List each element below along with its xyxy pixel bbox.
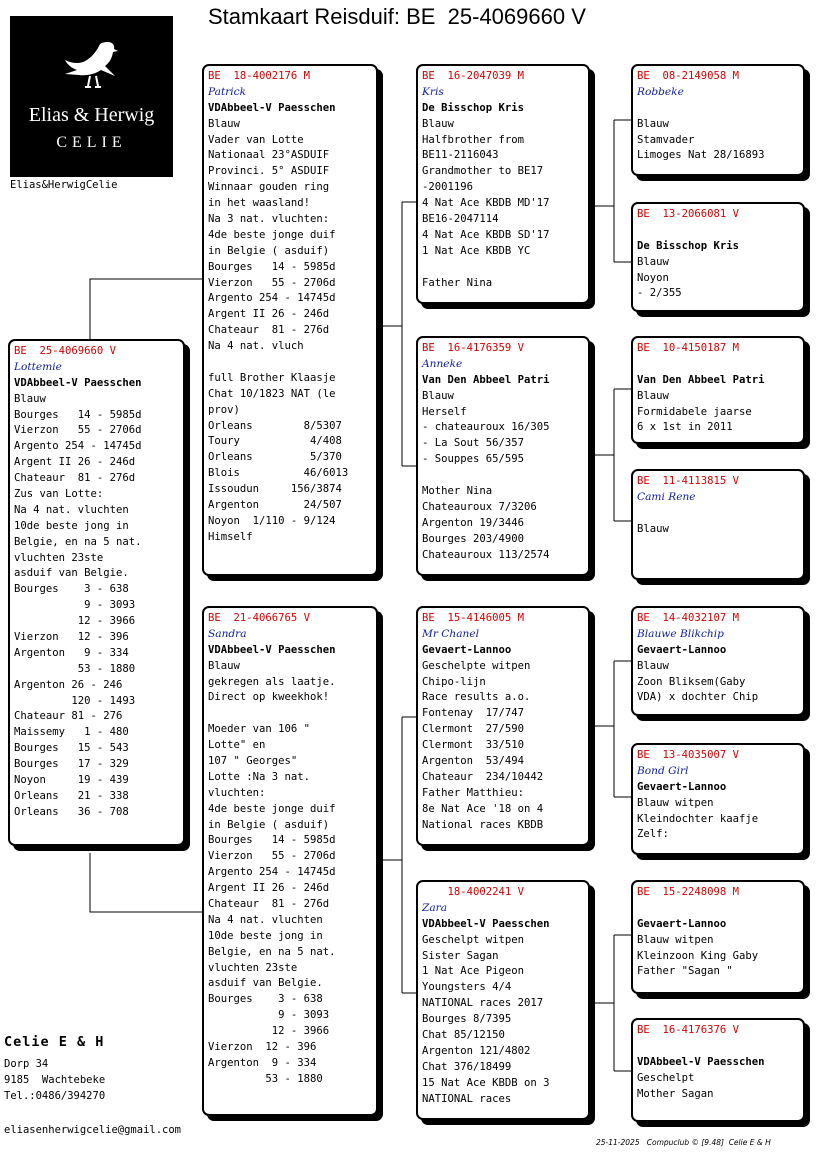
ring-number: 18-4002241 V xyxy=(422,886,525,898)
info-line: Blauw xyxy=(637,117,669,130)
info-line: Halfbrother from xyxy=(422,133,525,146)
info-line: Zus van Lotte: xyxy=(14,488,104,501)
info-line xyxy=(637,506,800,522)
link-ff-greats xyxy=(592,120,633,262)
info-line: Vierzon 12 - 396 xyxy=(14,631,129,644)
info-line: -2001196 xyxy=(422,181,474,194)
info-line: 53 - 1880 xyxy=(14,662,136,675)
info-line: Argento 254 - 14745d xyxy=(14,440,142,453)
info-line: Chat 85/12150 xyxy=(422,1029,505,1042)
ring-number: BE 15-4146005 M xyxy=(422,612,525,624)
info-line: Orleans 21 - 338 xyxy=(14,789,129,802)
info-line: Blauw xyxy=(637,389,669,402)
info-line: in het waasland! xyxy=(208,197,311,210)
info-line: Chateaur 81 - 276 xyxy=(14,710,123,723)
ring-number: BE 16-4176376 V xyxy=(637,1024,740,1036)
info-line: Maissemy 1 - 480 xyxy=(14,726,129,739)
breeder-name: Gevaert-Lannoo xyxy=(637,780,727,793)
info-line: Blauw xyxy=(637,659,669,672)
pigeon-card-father-mother[interactable] xyxy=(416,336,590,576)
info-line: Blauw xyxy=(637,255,669,268)
pigeon-card-mm-father[interactable] xyxy=(631,880,805,994)
info-line: Herself xyxy=(422,405,467,418)
pigeon-name: Kris xyxy=(422,85,444,98)
info-line: Vierzon 55 - 2706d xyxy=(14,424,142,437)
info-line: Father "Sagan " xyxy=(637,965,733,978)
info-line: Belgie, en na 5 nat. xyxy=(208,945,336,958)
logo-caption: Elias&HerwigCelie xyxy=(10,179,118,191)
link-mm-greats xyxy=(592,935,633,1071)
info-line: Bourges 8/7395 xyxy=(422,1013,512,1026)
pigeon-card-mf-mother[interactable] xyxy=(631,743,805,855)
info-line: BE11-2116043 xyxy=(422,149,499,162)
ring-number: BE 18-4002176 M xyxy=(208,70,311,82)
ring-number: BE 16-2047039 M xyxy=(422,70,525,82)
info-line: Chat 10/1823 NAT (le xyxy=(208,387,336,400)
info-line: Vader van Lotte xyxy=(208,133,304,146)
info-line: Zoon Bliksem(Gaby xyxy=(637,675,746,688)
pigeon-name: Mr Chanel xyxy=(422,627,480,640)
info-line: Bourges 14 - 5985d xyxy=(208,260,336,273)
info-line: Argenton 19/3446 xyxy=(422,516,525,529)
info-line: 12 - 3966 xyxy=(208,1025,330,1038)
ring-number: BE 08-2149058 M xyxy=(637,70,740,82)
pigeon-card-fm-father[interactable] xyxy=(631,336,805,444)
pigeon-name: Zara xyxy=(422,901,448,914)
pigeon-name: Lottemie xyxy=(14,360,62,373)
info-line: Argento 254 - 14745d xyxy=(208,866,336,879)
page-title: Stamkaart Reisduif: BE 25-4069660 V xyxy=(208,4,586,29)
pigeon-card-father-father[interactable] xyxy=(416,64,590,304)
breeder-name: VDAbbeel-V Paesschen xyxy=(14,376,142,389)
breeder-name: Gevaert-Lannoo xyxy=(422,643,512,656)
info-line: 10de beste jong in xyxy=(14,519,129,532)
owner-block xyxy=(4,1034,105,1104)
info-line: 8e Nat Ace '18 on 4 xyxy=(422,802,544,815)
info-line: Grandmother to BE17 xyxy=(422,165,544,178)
breeder-name: VDAbbeel-V Paesschen xyxy=(637,1055,765,1068)
link-fm-greats xyxy=(592,389,633,521)
breeder-name: VDAbbeel-V Paesschen xyxy=(208,643,336,656)
info-line: Bourges 3 - 638 xyxy=(14,583,129,596)
info-line: Geschelpt xyxy=(637,1071,695,1084)
info-line: Youngsters 4/4 xyxy=(422,981,512,994)
breeder-name: Gevaert-Lannoo xyxy=(637,917,727,930)
info-line: Blauw xyxy=(637,522,669,535)
info-line: Winnaar gouden ring xyxy=(208,181,330,194)
owner-address-street: Dorp 34 xyxy=(4,1058,49,1070)
link-mf-greats xyxy=(592,661,633,797)
info-line: Blauw witpen xyxy=(637,796,714,809)
info-line: Noyon 1/110 - 9/124 xyxy=(208,514,336,527)
info-line: Sister Sagan xyxy=(422,949,499,962)
info-line: Chateaur 81 - 276d xyxy=(208,898,330,911)
breeder-name: De Bisschop Kris xyxy=(637,239,740,252)
info-line: Kleinzoon King Gaby xyxy=(637,949,759,962)
info-line: vluchten: xyxy=(208,786,266,799)
info-line: Chateaur 81 - 276d xyxy=(14,472,136,485)
info-line: Lotte" en xyxy=(208,739,266,752)
info-line: Zelf: xyxy=(637,828,669,841)
info-line: Na 4 nat. vluchten xyxy=(208,913,323,926)
pigeon-card-mother-father[interactable] xyxy=(416,606,590,846)
info-line: Mother Nina xyxy=(422,485,493,498)
info-line: gekregen als laatje. xyxy=(208,675,336,688)
breeder-name: VDAbbeel-V Paesschen xyxy=(422,917,550,930)
info-line: Blois 46/6013 xyxy=(208,467,349,480)
pigeon-name xyxy=(637,901,800,917)
info-line: Blauw xyxy=(208,659,240,672)
info-line: VDA) x dochter Chip xyxy=(637,691,759,704)
ring-number: BE 14-4032107 M xyxy=(637,612,740,624)
breeder-name: Van Den Abbeel Patri xyxy=(637,373,765,386)
info-line: Himself xyxy=(208,530,253,543)
info-line: Blauw witpen xyxy=(637,933,714,946)
info-line: Toury 4/408 xyxy=(208,435,342,448)
info-line: Clermont 27/590 xyxy=(422,723,525,736)
info-line: 53 - 1880 xyxy=(208,1072,323,1085)
info-line: Bourges 14 - 5985d xyxy=(208,834,336,847)
info-line: Argent II 26 - 246d xyxy=(14,456,136,469)
ring-number: BE 21-4066765 V xyxy=(208,612,311,624)
info-line: National races KBDB xyxy=(422,818,544,831)
pigeon-name: Anneke xyxy=(422,357,463,370)
info-line: Direct op kweekhok! xyxy=(208,691,330,704)
info-line: BE16-2047114 xyxy=(422,213,499,226)
info-line: 120 - 1493 xyxy=(14,694,136,707)
info-line: NATIONAL races xyxy=(422,1092,512,1105)
info-line: Vierzon 12 - 396 xyxy=(208,1041,317,1054)
info-line xyxy=(637,101,800,117)
pigeon-card-fm-mother[interactable] xyxy=(631,469,805,580)
info-line: - 2/355 xyxy=(637,287,682,300)
info-line: Mother Sagan xyxy=(637,1087,714,1100)
info-line: Na 3 nat. vluchten: xyxy=(208,213,330,226)
info-line: Orleans 5/370 xyxy=(208,451,342,464)
info-line: Blauw xyxy=(422,389,454,402)
owner-name: Celie E & H xyxy=(4,1034,105,1050)
info-line: Race results a.o. xyxy=(422,691,531,704)
breeder-name: De Bisschop Kris xyxy=(422,101,525,114)
ring-number: BE 16-4176359 V xyxy=(422,342,525,354)
info-line: 6 x 1st in 2011 xyxy=(637,421,733,434)
info-line: vluchten 23ste xyxy=(14,551,104,564)
info-line: Blauw xyxy=(208,117,240,130)
info-line: Issoudun 156/3874 xyxy=(208,483,342,496)
pigeon-name: Robbeke xyxy=(637,85,684,98)
pigeon-card-ff-father[interactable] xyxy=(631,64,805,176)
info-line: Argent II 26 - 246d xyxy=(208,882,330,895)
info-line xyxy=(208,355,373,371)
info-line: Kleindochter kaafje xyxy=(637,812,759,825)
info-line: Father Matthieu: xyxy=(422,786,525,799)
info-line xyxy=(422,468,585,484)
info-line: 1 Nat Ace KBDB YC xyxy=(422,244,531,257)
info-line: - La Sout 56/357 xyxy=(422,437,525,450)
pigeon-card-father[interactable] xyxy=(202,64,378,576)
breeder-name: Gevaert-Lannoo xyxy=(637,643,727,656)
info-line: 15 Nat Ace KBDB on 3 xyxy=(422,1076,550,1089)
info-line: 4de beste jonge duif xyxy=(208,228,336,241)
ring-number: BE 13-4035007 V xyxy=(637,749,740,761)
info-line: Chateaur 81 - 276d xyxy=(208,324,330,337)
ring-number: BE 25-4069660 V xyxy=(14,345,117,357)
info-line: in Belgie ( asduif) xyxy=(208,244,330,257)
info-line: NATIONAL races 2017 xyxy=(422,997,544,1010)
info-line: Blauw xyxy=(14,392,46,405)
logo-brand: Elias & Herwig xyxy=(28,104,155,126)
pigeon-name xyxy=(637,223,800,239)
info-line: Moeder van 106 " xyxy=(208,723,311,736)
ring-number: BE 15-2248098 M xyxy=(637,886,740,898)
info-line xyxy=(422,260,585,276)
info-line: Provinci. 5° ASDUIF xyxy=(208,165,330,178)
info-line: Father Nina xyxy=(422,276,493,289)
info-line: Chipo-lijn xyxy=(422,675,486,688)
info-line: Bourges 14 - 5985d xyxy=(14,408,142,421)
info-line: Argent II 26 - 246d xyxy=(208,308,330,321)
info-line: 4 Nat Ace KBDB SD'17 xyxy=(422,228,550,241)
info-line: 1 Nat Ace Pigeon xyxy=(422,965,525,978)
info-line: Vierzon 55 - 2706d xyxy=(208,276,336,289)
pigeon-card-mf-father[interactable] xyxy=(631,606,805,716)
info-line: - chateauroux 16/305 xyxy=(422,421,550,434)
info-line: Chateauroux 113/2574 xyxy=(422,548,550,561)
info-line: in Belgie ( asduif) xyxy=(208,818,330,831)
info-line: Noyon 19 - 439 xyxy=(14,774,129,787)
pigeon-name: Blauwe Blikchip xyxy=(637,627,724,640)
info-line: Orleans 36 - 708 xyxy=(14,805,129,818)
info-line: Argenton 53/494 xyxy=(422,755,525,768)
info-line: Limoges Nat 28/16893 xyxy=(637,149,765,162)
info-line: Noyon xyxy=(637,271,669,284)
info-line: Na 4 nat. vluchten xyxy=(14,503,129,516)
info-line: Chateaur 234/10442 xyxy=(422,770,544,783)
info-line xyxy=(208,706,373,722)
info-line: 9 - 3093 xyxy=(208,1009,330,1022)
info-line: asduif van Belgie. xyxy=(208,977,323,990)
info-line: Geschelpt witpen xyxy=(422,933,525,946)
pigeon-name: Bond Girl xyxy=(637,764,689,777)
info-line: 107 " Georges" xyxy=(208,755,298,768)
link-father-grandparents xyxy=(380,202,418,466)
info-line: Argenton 9 - 334 xyxy=(208,1056,317,1069)
info-line: Nationaal 23°ASDUIF xyxy=(208,149,330,162)
breeder-name: Van Den Abbeel Patri xyxy=(422,373,550,386)
info-line: 4de beste jonge duif xyxy=(208,802,336,815)
ring-number: BE 11-4113815 V xyxy=(637,475,740,487)
info-line: asduif van Belgie. xyxy=(14,567,129,580)
owner-address-city: 9185 Wachtebeke xyxy=(4,1074,106,1086)
info-line: Formidabele jaarse xyxy=(637,405,752,418)
info-line: Argento 254 - 14745d xyxy=(208,292,336,305)
owner-phone: Tel.:0486/394270 xyxy=(4,1090,106,1102)
breeder-name: VDAbbeel-V Paesschen xyxy=(208,101,336,114)
info-line: Argenton 9 - 334 xyxy=(14,646,129,659)
logo-city: CELIE xyxy=(56,134,127,151)
info-line: Clermont 33/510 xyxy=(422,739,525,752)
pigeon-card-mm-mother[interactable] xyxy=(631,1018,805,1122)
owner-email[interactable]: eliasenherwigcelie@gmail.com xyxy=(4,1124,182,1136)
ring-number: BE 10-4150187 M xyxy=(637,342,740,354)
pigeon-name xyxy=(637,1039,800,1055)
info-line: Bourges 203/4900 xyxy=(422,532,525,545)
pigeon-name: Patrick xyxy=(208,85,247,98)
info-line: - Souppes 65/595 xyxy=(422,453,525,466)
info-line: full Brother Klaasje xyxy=(208,371,336,384)
info-line: prov) xyxy=(208,403,240,416)
info-line: Bourges 15 - 543 xyxy=(14,742,129,755)
pigeon-card-mother[interactable] xyxy=(202,606,378,1116)
pigeon-card-subject[interactable] xyxy=(8,339,185,846)
pigeon-name: Cami Rene xyxy=(637,490,696,503)
info-line: Vierzon 55 - 2706d xyxy=(208,850,336,863)
link-mother-grandparents xyxy=(380,717,418,993)
info-line: Geschelpte witpen xyxy=(422,659,531,672)
info-line: Argenton 24/507 xyxy=(208,499,342,512)
pigeon-name: Sandra xyxy=(208,627,247,640)
info-line: 4 Nat Ace KBDB MD'17 xyxy=(422,197,550,210)
info-line: Argenton 26 - 246 xyxy=(14,678,123,691)
info-line: Chateauroux 7/3206 xyxy=(422,500,537,513)
pigeon-card-ff-mother[interactable] xyxy=(631,202,805,312)
info-line: Chat 376/18499 xyxy=(422,1060,512,1073)
info-line: Belgie, en na 5 nat. xyxy=(14,535,142,548)
footer-credit: 25-11-2025 Compuclub © [9.48] Celie E & H xyxy=(596,1138,771,1147)
pigeon-card-mother-mother[interactable] xyxy=(416,880,590,1120)
info-line: 10de beste jong in xyxy=(208,929,323,942)
ring-number: BE 13-2066081 V xyxy=(637,208,740,220)
info-line: vluchten 23ste xyxy=(208,961,298,974)
pigeon-name xyxy=(637,357,800,373)
info-line: Blauw xyxy=(422,117,454,130)
info-line: Bourges 17 - 329 xyxy=(14,758,129,771)
info-line: Argenton 121/4802 xyxy=(422,1044,531,1057)
info-line: Fontenay 17/747 xyxy=(422,707,525,720)
info-line: 12 - 3966 xyxy=(14,615,136,628)
info-line: Orleans 8/5307 xyxy=(208,419,342,432)
info-line: Na 4 nat. vluch xyxy=(208,340,304,353)
info-line: Bourges 3 - 638 xyxy=(208,993,323,1006)
info-line: 9 - 3093 xyxy=(14,599,136,612)
info-line: Stamvader xyxy=(637,133,695,146)
info-line: Lotte :Na 3 nat. xyxy=(208,770,311,783)
